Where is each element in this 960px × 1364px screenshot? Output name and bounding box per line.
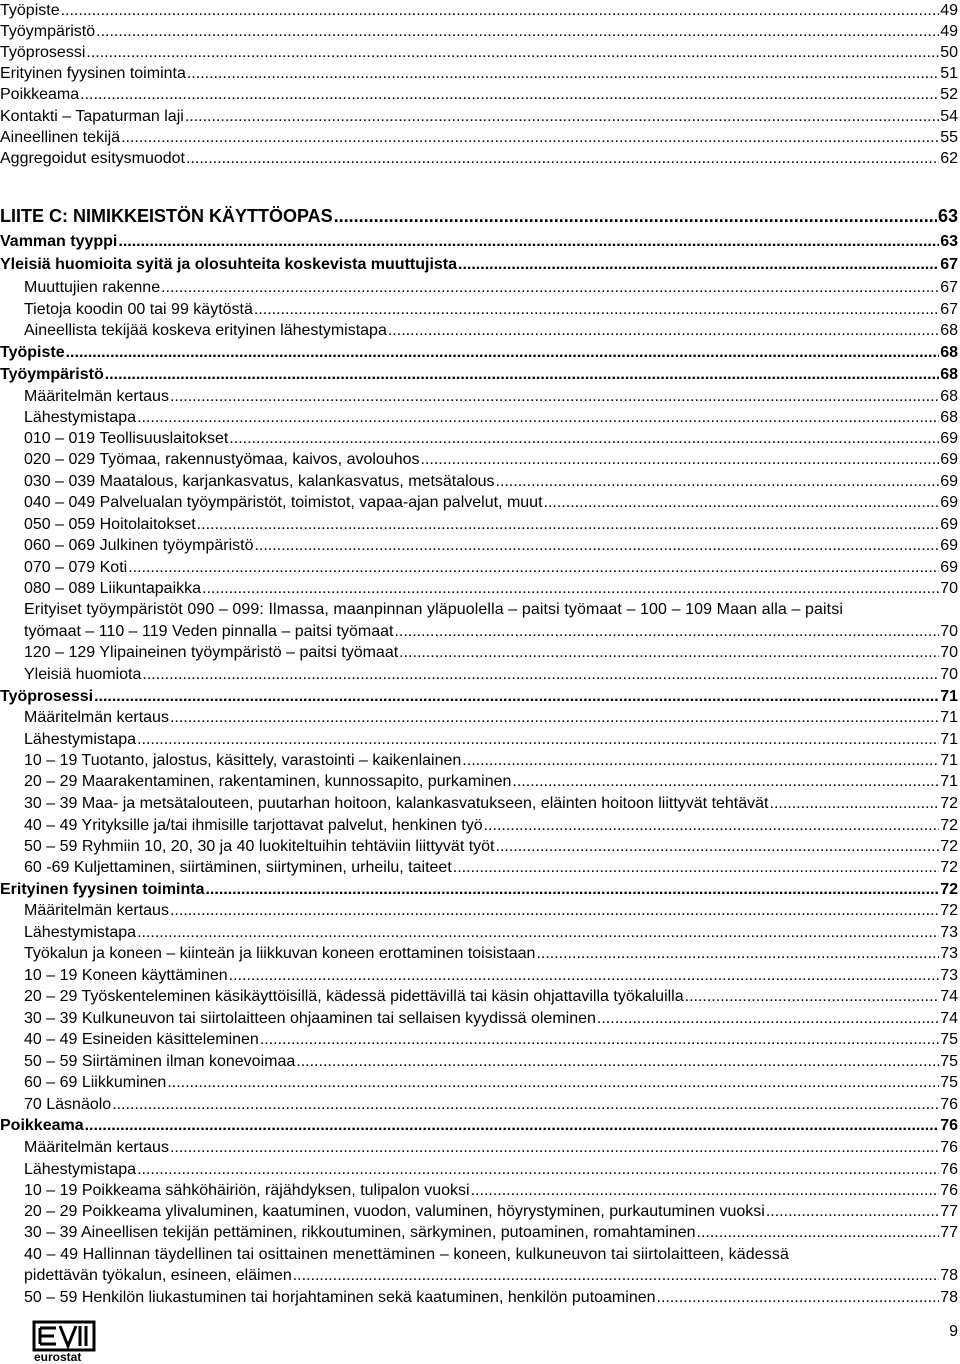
- toc-leader-dots: [170, 386, 939, 407]
- toc-entry-title: 60 – 69 Liikkuminen: [24, 1074, 167, 1091]
- toc-entry-title: Työpiste: [0, 344, 65, 361]
- toc-entry[interactable]: [24, 900, 958, 921]
- toc-entry-title: Lähestymistapa: [24, 731, 137, 748]
- toc-entry-page: 63: [937, 206, 958, 226]
- toc-leader-dots: [458, 254, 939, 275]
- toc-entry[interactable]: [24, 707, 958, 728]
- toc-entry[interactable]: [24, 1094, 958, 1115]
- toc-entry-page: 78: [940, 1289, 958, 1306]
- toc-leader-dots: [187, 63, 939, 84]
- toc-entry-title: Aggregoidut esitysmuodot: [0, 150, 185, 167]
- toc-entry-title: 50 – 59 Siirtäminen ilman konevoimaa: [24, 1053, 296, 1070]
- toc-entry-page: 68: [940, 344, 958, 361]
- toc-entry-title: Muuttujien rakenne: [24, 279, 161, 296]
- toc-entry-title: 080 – 089 Liikuntapaikka: [24, 580, 202, 597]
- toc-entry-page: 73: [940, 945, 958, 962]
- toc-entry-title: Aineellista tekijää koskeva erityinen lähestymistapa: [24, 322, 387, 339]
- toc-leader-dots: [536, 943, 939, 964]
- toc-entry-page: 70: [940, 644, 958, 661]
- toc-entry[interactable]: [0, 231, 958, 252]
- toc-leader-dots: [394, 621, 939, 642]
- toc-entry-title: 040 – 049 Palvelualan työympäristöt, toimistot, vapaa-ajan palvelut, muut: [24, 494, 543, 511]
- toc-entry[interactable]: [0, 0, 958, 21]
- toc-leader-dots: [61, 0, 940, 21]
- toc-entry[interactable]: [24, 857, 958, 878]
- toc-leader-dots: [137, 729, 939, 750]
- toc-entry-title: 40 – 49 Hallinnan täydellinen tai osittainen menettäminen – koneen, kulkuneuvon tai siirtolaitteen, kädessä: [24, 1246, 789, 1263]
- toc-entry[interactable]: [24, 965, 958, 986]
- toc-entry-title: 50 – 59 Ryhmiin 10, 20, 30 ja 40 luokiteltuihin tehtäviin liittyvät työt: [24, 838, 495, 855]
- toc-entry-page: 67: [940, 256, 958, 273]
- toc-entry-page: 68: [940, 366, 958, 383]
- toc-entry[interactable]: [24, 664, 958, 685]
- toc-entry[interactable]: [24, 320, 958, 341]
- toc-entry-title: 30 – 39 Maa- ja metsätalouteen, puutarhan hoitoon, kalankasvatukseen, eläinten hoitoon liittyvät tehtävät: [24, 795, 769, 812]
- toc-leader-dots: [167, 1072, 939, 1093]
- toc-entry-title: Lähestymistapa: [24, 924, 137, 941]
- toc-entry-page: 69: [940, 516, 958, 533]
- toc-entry-title: Aineellinen tekijä: [0, 129, 121, 146]
- toc-entry-page: 52: [940, 86, 958, 103]
- toc-entry-page: 68: [940, 409, 958, 426]
- toc-entry[interactable]: [24, 1008, 958, 1029]
- toc-leader-dots: [170, 900, 939, 921]
- toc-entry-title: LIITE C: NIMIKKEISTÖN KÄYTTÖOPAS: [0, 206, 333, 226]
- toc-entry[interactable]: [24, 1051, 958, 1072]
- toc-entry-title: 10 – 19 Koneen käyttäminen: [24, 967, 228, 984]
- toc-leader-dots: [597, 1008, 939, 1029]
- toc-entry-title: Työkalun ja koneen – kiinteän ja liikkuvan koneen erottaminen toisistaan: [24, 945, 536, 962]
- toc-entry[interactable]: [24, 535, 958, 556]
- toc-entry-page: 72: [940, 838, 958, 855]
- toc-leader-dots: [685, 986, 940, 1007]
- toc-entry-title: Erityinen fyysinen toiminta: [0, 65, 186, 82]
- toc-entry[interactable]: [24, 836, 958, 857]
- toc-entry-title: Kontakti – Tapaturman laji: [0, 108, 184, 125]
- toc-leader-dots: [205, 879, 939, 900]
- toc-leader-dots: [105, 364, 939, 385]
- toc-leader-dots: [85, 1115, 940, 1136]
- toc-entry[interactable]: [24, 1265, 958, 1286]
- toc-entry-title: Yleisiä huomiota: [24, 666, 142, 683]
- toc-entry-title: Määritelmän kertaus: [24, 388, 169, 405]
- toc-entry-page: 78: [940, 1267, 958, 1284]
- toc-entry[interactable]: [0, 203, 958, 229]
- toc-entry-title: Erityinen fyysinen toiminta: [0, 881, 205, 898]
- toc-entry-title: 20 – 29 Maarakentaminen, rakentaminen, kunnossapito, purkaminen: [24, 773, 512, 790]
- toc-leader-dots: [254, 535, 939, 556]
- toc-entry[interactable]: [0, 342, 958, 363]
- toc-entry[interactable]: [0, 686, 958, 707]
- toc-entry-page: 72: [940, 881, 958, 898]
- toc-leader-dots: [142, 664, 939, 685]
- toc-entry-page: 69: [940, 537, 958, 554]
- toc-entry[interactable]: [0, 1115, 958, 1136]
- toc-entry-page: 54: [940, 108, 958, 125]
- toc-entry-title: 070 – 079 Koti: [24, 559, 128, 576]
- toc-entry-page: 70: [940, 623, 958, 640]
- toc-leader-dots: [118, 231, 939, 252]
- toc-entry-title: 70 Läsnäolo: [24, 1096, 112, 1113]
- toc-entry-title: 010 – 019 Teollisuuslaitokset: [24, 430, 229, 447]
- toc-entry-page: 77: [940, 1224, 958, 1241]
- toc-entry-page: 62: [940, 150, 958, 167]
- toc-leader-dots: [471, 1180, 940, 1201]
- toc-entry-page: 75: [940, 1031, 958, 1048]
- toc-entry[interactable]: [24, 277, 958, 298]
- toc-leader-dots: [80, 84, 939, 105]
- toc-entry[interactable]: [24, 1137, 958, 1158]
- toc-entry-title: 120 – 129 Ylipaineinen työympäristö – paitsi työmaat: [24, 644, 399, 661]
- toc-entry[interactable]: [24, 578, 958, 599]
- toc-entry-title: 20 – 29 Työskenteleminen käsikäyttöisillä, kädessä pidettävillä tai käsin ohjattavilla työkaluilla: [24, 988, 684, 1005]
- toc-entry-page: 49: [940, 2, 958, 19]
- toc-entry-title: Lähestymistapa: [24, 409, 137, 426]
- toc-leader-dots: [388, 320, 939, 341]
- toc-entry-title: 60 -69 Kuljettaminen, siirtäminen, siirtyminen, urheilu, taiteet: [24, 859, 452, 876]
- toc-entry[interactable]: [24, 1029, 958, 1050]
- toc-leader-dots: [496, 836, 940, 857]
- toc-entry[interactable]: [24, 1244, 960, 1265]
- toc-leader-dots: [170, 1137, 939, 1158]
- toc-leader-dots: [137, 407, 939, 428]
- logo-text: eurostat: [34, 1350, 82, 1364]
- toc-entry-title: Vamman tyyppi: [0, 233, 118, 250]
- toc-leader-dots: [296, 1051, 939, 1072]
- toc-leader-dots: [496, 471, 940, 492]
- toc-entry-title: 20 – 29 Poikkeama ylivaluminen, kaatuminen, vuodon, valuminen, höyrystyminen, purkautuminen vuoksi: [24, 1203, 765, 1220]
- toc-entry-page: 69: [940, 473, 958, 490]
- toc-entry-page: 69: [940, 430, 958, 447]
- toc-entry[interactable]: [0, 84, 958, 105]
- toc-leader-dots: [512, 771, 939, 792]
- toc-entry[interactable]: [24, 514, 958, 535]
- toc-entry[interactable]: [24, 471, 958, 492]
- toc-leader-dots: [137, 922, 939, 943]
- toc-entry[interactable]: [0, 127, 958, 148]
- toc-entry-page: 75: [940, 1053, 958, 1070]
- toc-entry-page: 71: [940, 773, 958, 790]
- toc-leader-dots: [161, 277, 939, 298]
- toc-entry-page: 69: [940, 451, 958, 468]
- toc-entry[interactable]: [24, 428, 958, 449]
- page-number: 9: [949, 1323, 958, 1340]
- toc-entry-page: 69: [940, 559, 958, 576]
- toc-entry[interactable]: [0, 879, 958, 900]
- toc-entry-page: 72: [940, 902, 958, 919]
- toc-leader-dots: [260, 1029, 939, 1050]
- toc-entry[interactable]: [24, 621, 958, 642]
- toc-entry-page: 68: [940, 388, 958, 405]
- toc-entry-title: Työpiste: [0, 2, 60, 19]
- toc-entry[interactable]: [24, 729, 958, 750]
- toc-leader-dots: [697, 1222, 940, 1243]
- toc-entry[interactable]: [24, 642, 958, 663]
- toc-leader-dots: [770, 793, 940, 814]
- toc-entry-title: 40 – 49 Esineiden käsitteleminen: [24, 1031, 259, 1048]
- toc-leader-dots: [96, 21, 939, 42]
- toc-leader-dots: [128, 557, 939, 578]
- toc-entry[interactable]: [24, 1287, 958, 1308]
- toc-entry-page: 71: [940, 709, 958, 726]
- toc-entry-page: 74: [940, 988, 958, 1005]
- toc-entry-title: pidettävän työkalun, esineen, eläimen: [24, 1267, 292, 1284]
- toc-entry-title: Tietoja koodin 00 tai 99 käytöstä: [24, 301, 253, 318]
- toc-entry-page: 63: [940, 233, 958, 250]
- toc-leader-dots: [766, 1201, 939, 1222]
- toc-entry-title: Poikkeama: [0, 1117, 84, 1134]
- toc-leader-dots: [421, 449, 940, 470]
- toc-entry-page: 49: [940, 23, 958, 40]
- toc-entry-page: 55: [940, 129, 958, 146]
- toc-leader-dots: [462, 750, 939, 771]
- toc-entry-title: 10 – 19 Tuotanto, jalostus, käsittely, varastointi – kaikenlainen: [24, 752, 462, 769]
- toc-entry-page: 69: [940, 494, 958, 511]
- toc-entry-title: työmaat – 110 – 119 Veden pinnalla – paitsi työmaat: [24, 623, 394, 640]
- toc-leader-dots: [399, 642, 939, 663]
- toc-leader-dots: [229, 965, 940, 986]
- toc-entry-title: 30 – 39 Kulkuneuvon tai siirtolaitteen ohjaaminen tai sellaisen kyydissä oleminen: [24, 1010, 596, 1027]
- toc-entry-page: 71: [940, 752, 958, 769]
- toc-leader-dots: [453, 857, 939, 878]
- toc-entry[interactable]: [24, 1222, 958, 1243]
- toc-leader-dots: [484, 815, 940, 836]
- toc-entry[interactable]: [0, 254, 958, 275]
- toc-entry[interactable]: [24, 299, 958, 320]
- toc-entry-title: 50 – 59 Henkilön liukastuminen tai horjahtaminen sekä kaatuminen, henkilön putoaminen: [24, 1289, 656, 1306]
- toc-entry-page: 72: [940, 859, 958, 876]
- toc-entry[interactable]: [24, 449, 958, 470]
- toc-leader-dots: [657, 1287, 940, 1308]
- toc-entry[interactable]: [24, 1159, 958, 1180]
- toc-entry-title: Yleisiä huomioita syitä ja olosuhteita koskevista muuttujista: [0, 256, 458, 273]
- toc-entry[interactable]: [24, 750, 958, 771]
- toc-entry-title: 050 – 059 Hoitolaitokset: [24, 516, 196, 533]
- toc-entry-page: 76: [940, 1096, 958, 1113]
- toc-entry[interactable]: [0, 42, 958, 63]
- toc-entry-title: Määritelmän kertaus: [24, 902, 169, 919]
- toc-leader-dots: [197, 514, 940, 535]
- toc-entry[interactable]: [24, 1180, 958, 1201]
- toc-leader-dots: [137, 1159, 939, 1180]
- toc-entry-page: 73: [940, 924, 958, 941]
- toc-entry-title: Työympäristö: [0, 366, 104, 383]
- toc-entry-title: Erityiset työympäristöt 090 – 099: Ilmassa, maanpinnan yläpuolella – paitsi työmaat – 100 – 109 Maan alla – paitsi: [24, 601, 843, 618]
- toc-entry-page: 70: [940, 666, 958, 683]
- toc-entry[interactable]: [0, 364, 958, 385]
- toc-leader-dots: [94, 686, 939, 707]
- toc-entry-title: 060 – 069 Julkinen työympäristö: [24, 537, 254, 554]
- toc-entry-page: 75: [940, 1074, 958, 1091]
- toc-entry[interactable]: [24, 793, 958, 814]
- toc-entry-page: 71: [940, 688, 958, 705]
- toc-entry[interactable]: [0, 106, 958, 127]
- toc-leader-dots: [202, 578, 939, 599]
- toc-entry-page: 73: [940, 967, 958, 984]
- toc-entry[interactable]: [24, 1072, 958, 1093]
- toc-entry[interactable]: [24, 407, 958, 428]
- toc-entry-title: Työprosessi: [0, 44, 86, 61]
- toc-leader-dots: [66, 342, 940, 363]
- toc-leader-dots: [544, 492, 940, 513]
- toc-entry-title: 10 – 19 Poikkeama sähköhäiriön, räjähdyksen, tulipalon vuoksi: [24, 1182, 470, 1199]
- toc-entry-page: 76: [940, 1117, 958, 1134]
- toc-entry-page: 74: [940, 1010, 958, 1027]
- toc-entry-title: 030 – 039 Maatalous, karjankasvatus, kalankasvatus, metsätalous: [24, 473, 495, 490]
- toc-entry-page: 77: [940, 1203, 958, 1220]
- toc-entry-page: 67: [940, 301, 958, 318]
- toc-entry-title: Lähestymistapa: [24, 1161, 137, 1178]
- toc-leader-dots: [86, 42, 939, 63]
- toc-entry-page: 50: [940, 44, 958, 61]
- toc-entry[interactable]: [24, 986, 958, 1007]
- toc-entry-page: 76: [940, 1161, 958, 1178]
- toc-entry-page: 67: [940, 279, 958, 296]
- toc-leader-dots: [334, 203, 937, 229]
- toc-entry-page: 72: [940, 817, 958, 834]
- toc-entry-title: 30 – 39 Aineellisen tekijän pettäminen, rikkoutuminen, särkyminen, putoaminen, romahtaminen: [24, 1224, 696, 1241]
- toc-leader-dots: [185, 106, 939, 127]
- toc-entry-title: 40 – 49 Yrityksille ja/tai ihmisille tarjottavat palvelut, henkinen työ: [24, 817, 483, 834]
- toc-entry[interactable]: [0, 63, 958, 84]
- toc-entry-page: 70: [940, 580, 958, 597]
- toc-entry-title: Määritelmän kertaus: [24, 709, 169, 726]
- toc-entry[interactable]: [24, 815, 958, 836]
- toc-entry-page: 76: [940, 1182, 958, 1199]
- toc-entry[interactable]: [24, 599, 960, 620]
- toc-entry-page: 76: [940, 1139, 958, 1156]
- toc-entry-page: 71: [940, 731, 958, 748]
- toc-entry[interactable]: [24, 386, 958, 407]
- toc-entry[interactable]: [24, 771, 958, 792]
- toc-leader-dots: [293, 1265, 939, 1286]
- toc-entry-page: 72: [940, 795, 958, 812]
- toc-leader-dots: [186, 148, 939, 169]
- toc-entry[interactable]: [24, 922, 958, 943]
- toc-leader-dots: [254, 299, 939, 320]
- toc-entry[interactable]: [24, 557, 958, 578]
- toc-entry-page: 51: [940, 65, 958, 82]
- toc-leader-dots: [170, 707, 939, 728]
- toc-entry-title: 020 – 029 Työmaa, rakennustyömaa, kaivos, avolouhos: [24, 451, 420, 468]
- toc-entry-title: Työprosessi: [0, 688, 94, 705]
- toc-entry-title: Määritelmän kertaus: [24, 1139, 169, 1156]
- toc-entry[interactable]: [24, 492, 958, 513]
- toc-entry-title: Poikkeama: [0, 86, 80, 103]
- toc-entry[interactable]: [0, 21, 958, 42]
- toc-entry[interactable]: [0, 148, 958, 169]
- toc-leader-dots: [112, 1094, 939, 1115]
- toc-entry-page: 68: [940, 322, 958, 339]
- toc-entry-title: Työympäristö: [0, 23, 96, 40]
- toc-leader-dots: [121, 127, 939, 148]
- toc-entry[interactable]: [24, 1201, 958, 1222]
- toc-entry[interactable]: [24, 943, 958, 964]
- toc-leader-dots: [229, 428, 939, 449]
